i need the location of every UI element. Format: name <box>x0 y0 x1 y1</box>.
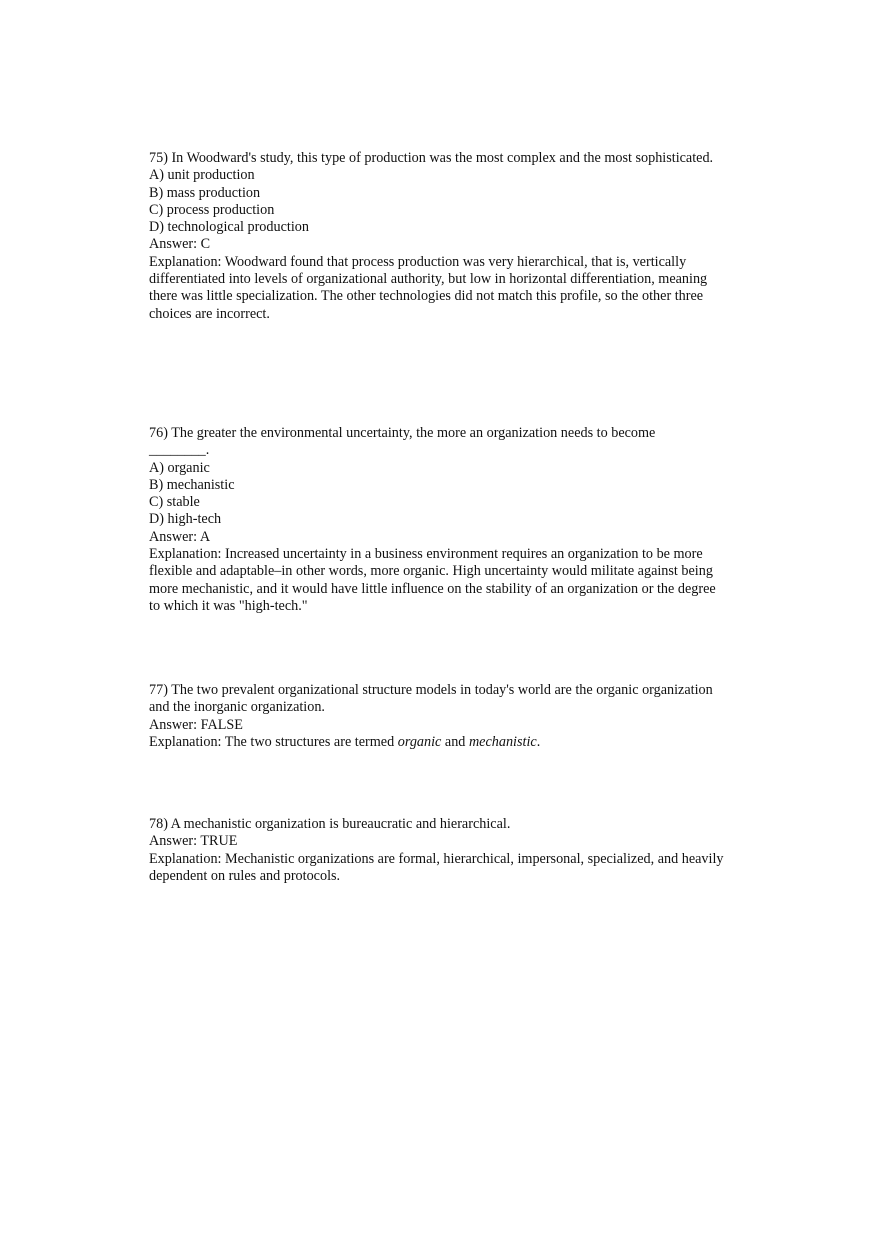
explanation-prefix: Explanation: The two structures are termed <box>149 733 398 750</box>
answer-line: Answer: C <box>149 236 211 253</box>
answer-line: Answer: A <box>149 528 211 545</box>
question-stem: 75) In Woodward's study, this type of production was the most complex and the most sophisticated. <box>149 150 714 166</box>
option-a: A) organic <box>149 459 210 476</box>
explanation: Explanation: Mechanistic organizations are formal, hierarchical, impersonal, specialized, and heavily dependent on rules and protocols. <box>149 850 724 884</box>
question-77 <box>149 682 729 751</box>
question-76 <box>149 425 729 615</box>
question-stem: 77) The two prevalent organizational structure models in today's world are the organic organization and the inorganic organization. <box>149 682 713 716</box>
option-c: C) process production <box>149 201 275 218</box>
explanation-term-mechanistic: mechanistic <box>468 733 537 750</box>
option-b: B) mass production <box>149 184 261 201</box>
question-stem: 76) The greater the environmental uncertainty, the more an organization needs to become <box>149 425 656 441</box>
option-b: B) mechanistic <box>149 476 235 493</box>
explanation: Explanation: Increased uncertainty in a business environment requires an organization to be more flexible and adaptable–in other words, more organic. High uncertainty would militate against being more mechanistic, and it would have little influence on the stability of an organization or the degree to which it was "high-tech." <box>149 546 716 614</box>
question-blank: ________. <box>149 442 210 459</box>
explanation-mid: and <box>441 733 469 750</box>
explanation: Explanation: Woodward found that process production was very hierarchical, that is, vertically differentiated into levels of organizational authority, but low in horizontal differentiation, meaning there was little specialization. The other technologies did not match this profile, so the other three choices are incorrect. <box>149 253 708 322</box>
answer-line: Answer: FALSE <box>149 716 243 733</box>
explanation-suffix: . <box>536 733 541 750</box>
explanation-term-organic: organic <box>397 733 442 750</box>
explanation <box>149 734 729 751</box>
option-a: A) unit production <box>149 167 255 184</box>
option-d: D) technological production <box>149 219 309 236</box>
option-c: C) stable <box>149 494 200 511</box>
option-d: D) high-tech <box>149 511 222 528</box>
question-78 <box>149 816 729 885</box>
answer-line: Answer: TRUE <box>149 833 238 850</box>
question-75 <box>149 150 729 323</box>
question-stem: 78) A mechanistic organization is bureaucratic and hierarchical. <box>149 816 511 832</box>
